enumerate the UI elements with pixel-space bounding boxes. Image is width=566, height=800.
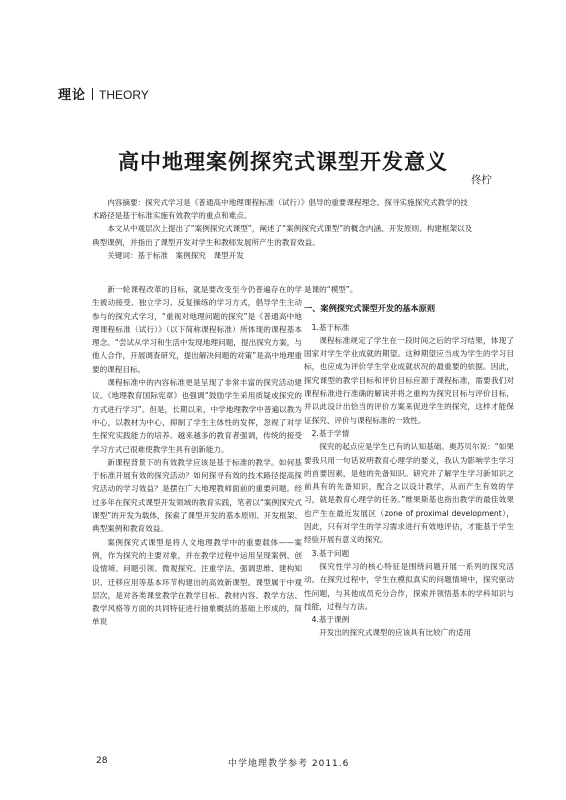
header-divider: [92, 88, 93, 100]
subheading: 1.基于标准: [311, 322, 350, 332]
article-title: 高中地理案例探究式课型开发意义: [118, 150, 448, 174]
journal-name: 中学地理教学参考 2011.6: [228, 759, 350, 769]
section-header-en: THEORY: [99, 88, 149, 102]
paragraph: 开发出的探究式课型的应该具有比较广的适用: [319, 628, 472, 638]
subheading: 3.基于问题: [311, 548, 350, 558]
section-header: [58, 84, 149, 103]
abstract-summary: 内容摘要：探究式学习是《普通高中地理课程标准（试行）》倡导的重要课程理念。探寻实施探究式教学的技术路径是基于标准实施有效教学的重点和难点。: [92, 198, 468, 221]
paragraph: 新一轮课程改革的目标，就是要改变至今仍普遍存在的学生被动接受、独立学习、反复操练的学习方式，倡导学生主动参与的探究式学习，“重视对地理问题的探究”是《普通高中地理课程标准（试行）》（以下简称课程标准）所体现的课程基本理念。“尝试从学习和生活中发现地理问题，提出探究方案，与他人合作，开展调查研究，提出解决问题的对策”是高中地理重要的课程目标。: [92, 285, 302, 374]
section-header-zh: 理论: [58, 88, 87, 103]
abstract-block: [92, 196, 474, 262]
paragraph: 课程标准规定了学生在一段时间之后的学习结果，体现了国家对学生学业成就的期望。这种期望应当成为学生的学习目标，也应成为评价学生学业成就状况的最重要的依据。因此，探究课型的教学目标和评价目标应源于课程标准，需要我们对课程标准进行准确的解读并将之重构为探究目标与评价目标，并以此设计出恰当的评价方案来促进学生的探究，这样才能保证探究、评价与课程标准的一致性。: [304, 335, 514, 425]
paragraph: 是课的“模型”。: [304, 285, 358, 294]
paragraph: 探究性学习的核心特征是围绕问题开展一系列的探究活动。在探究过程中，学生在模拟真实的问题情境中，探究驱动性问题，与其他成员充分合作，探索并领悟基本的学科知识与技能，过程与方法。: [304, 561, 514, 611]
page-number: 28: [96, 756, 108, 766]
subheading: 4.基于课例: [311, 615, 350, 625]
section-heading: 一、案例探究式课型开发的基本原则: [304, 303, 436, 314]
paragraph: 案例探究式课型是将人文地理教学中的重要载体——案例，作为探究的主要对象，并在教学过程中运用呈现案例、创设情境、问题引领、微观探究、注重学法、强调思维、建构知识、迁移应用等基本环节构建出的高效新课型。课型属于中观层次，是对各类课堂教学在教学目标、教材内容、教学方法、教学风格等方面的共同特征进行抽象概括的基础上形成的，简单说: [92, 537, 302, 627]
abstract-body: 本文从中观层次上提出了“案例探究式课型”，阐述了“案例探究式课型”的概念内涵、开发原则、构建框架以及典型课例，并指出了课型开发对学生和教师发展所产生的教育效益。: [92, 224, 473, 247]
right-column: [304, 283, 514, 640]
paragraph: 新课程背景下的有效教学应该是基于标准的教学。如何基于标准开展有效的探究活动？如何探寻有效的技术路径提高探究活动的学习效益？是摆在广大地理教师面前的重要问题。经过多年在探究式课型开发领域的教育实践，笔者以“案例探究式课型”的开发为载体，探索了课型开发的基本原则、开发框架、典型案例和教育效益。: [92, 457, 302, 534]
paragraph: 探究的起点应是学生已有的认知基础。奥苏贝尔说：“如果要我只用一句话说明教育心理学的要义，我认为影响学生学习的首要因素，是他的先备知识。研究并了解学生学习新知识之前具有的先备知识，配合之以设计教学，从而产生有效的学习，就是教育心理学的任务。”维果斯基也指出教学的最佳效果也产生在最近发展区（zone of proximal development），因此，只有对学生的学习需求进行有效地评估，才能基于学生经验开展有意义的探究。: [304, 442, 514, 545]
article-author: 佟柠: [471, 174, 492, 186]
subheading: 2.基于学情: [311, 428, 350, 438]
abstract-keywords: 关键词：基于标准 案例探究 课型开发: [107, 250, 244, 260]
paragraph: 课程标准中的内容标准更是呈现了非常丰富的探究活动建议。《地理教育国际宪章》也强调“鼓励学生采用质疑或探究的方式进行学习”。但是，长期以来，中学地理教学中普遍以教为中心，以教材为中心，抑制了学生主体性的发挥，忽视了对学生探究实践能力的培养。越来越多的教育者强调，传统的接受学习方式已很难使教学生具有创新能力。: [92, 378, 302, 454]
left-column: [92, 283, 302, 629]
